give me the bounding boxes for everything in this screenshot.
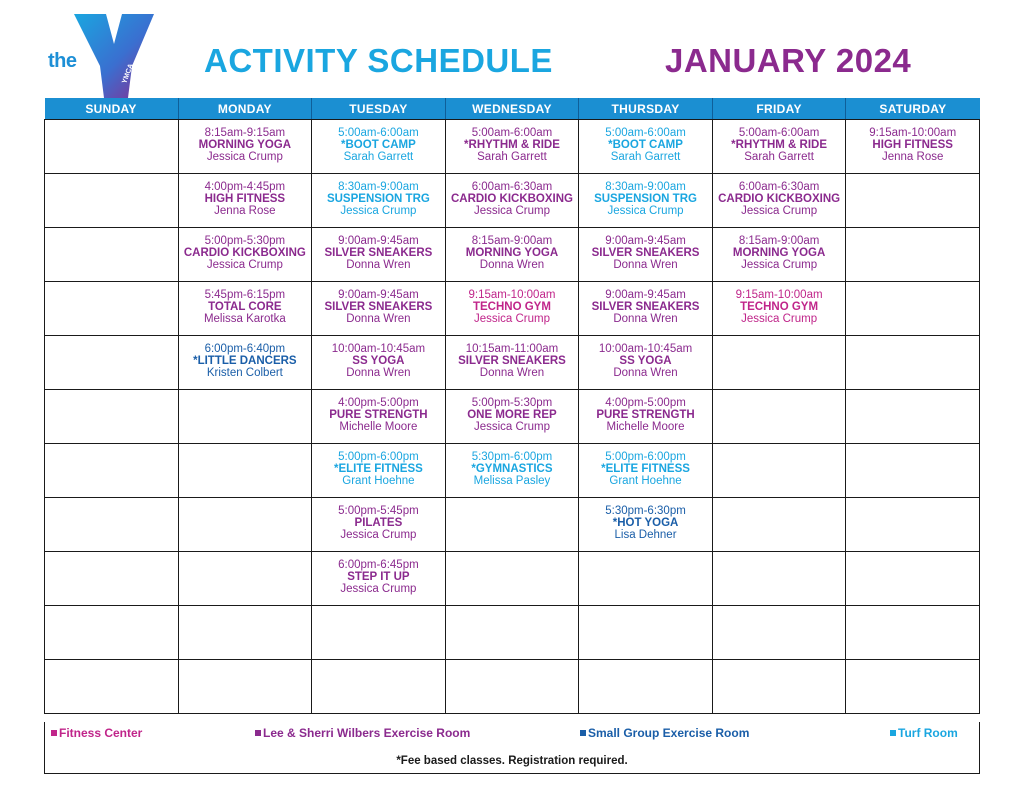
class-time: 5:30pm-6:30pm bbox=[605, 505, 686, 517]
class-name: HIGH FITNESS bbox=[872, 139, 953, 151]
schedule-cell bbox=[445, 228, 579, 282]
class-time: 8:15am-9:00am bbox=[738, 235, 820, 247]
schedule-cell bbox=[45, 174, 179, 228]
class-time: 5:00am-6:00am bbox=[605, 127, 686, 139]
legend-label: Fitness Center bbox=[59, 726, 143, 740]
schedule-table bbox=[44, 98, 980, 714]
class-time: 9:00am-9:45am bbox=[605, 289, 686, 301]
class-entry bbox=[579, 498, 712, 541]
schedule-cell bbox=[45, 390, 179, 444]
class-name: STEP IT UP bbox=[347, 571, 410, 583]
schedule-cell bbox=[45, 228, 179, 282]
class-entry bbox=[713, 174, 846, 217]
class-entry bbox=[179, 336, 312, 379]
day-header: TUESDAY bbox=[312, 98, 446, 120]
class-entry bbox=[579, 336, 712, 379]
schedule-cell bbox=[445, 390, 579, 444]
class-entry bbox=[579, 282, 712, 325]
class-time: 8:30am-9:00am bbox=[338, 181, 419, 193]
class-time: 9:00am-9:45am bbox=[338, 235, 419, 247]
class-time: 9:15am-10:00am bbox=[869, 127, 957, 139]
class-instructor: Donna Wren bbox=[346, 259, 411, 271]
schedule-cell bbox=[846, 282, 980, 336]
class-name: HIGH FITNESS bbox=[204, 193, 286, 205]
schedule-cell bbox=[712, 228, 846, 282]
schedule-cell bbox=[45, 282, 179, 336]
schedule-cell bbox=[579, 606, 713, 660]
schedule-cell bbox=[178, 498, 312, 552]
class-instructor: Donna Wren bbox=[479, 367, 545, 379]
class-entry bbox=[579, 174, 712, 217]
class-instructor: Jessica Crump bbox=[473, 421, 550, 433]
schedule-cell bbox=[846, 336, 980, 390]
day-header: FRIDAY bbox=[712, 98, 846, 120]
class-time: 10:15am-11:00am bbox=[465, 343, 559, 355]
class-time: 9:00am-9:45am bbox=[605, 235, 686, 247]
schedule-cell bbox=[178, 120, 312, 174]
class-time: 5:00pm-5:30pm bbox=[204, 235, 286, 247]
schedule-cell bbox=[312, 282, 446, 336]
logo-text: the bbox=[48, 50, 77, 72]
legend-label: Small Group Exercise Room bbox=[588, 726, 750, 740]
class-time: 6:00pm-6:45pm bbox=[338, 559, 419, 571]
schedule-cell bbox=[579, 660, 713, 714]
schedule-cell bbox=[445, 120, 579, 174]
schedule-cell bbox=[45, 444, 179, 498]
schedule-cell bbox=[712, 174, 846, 228]
class-name: *LITTLE DANCERS bbox=[193, 355, 297, 367]
schedule-cell bbox=[579, 228, 713, 282]
class-name: SUSPENSION TRG bbox=[326, 193, 430, 205]
class-entry bbox=[179, 282, 312, 325]
schedule-cell bbox=[579, 282, 713, 336]
class-entry bbox=[312, 498, 445, 541]
schedule-cell bbox=[178, 606, 312, 660]
class-name: TECHNO GYM bbox=[472, 301, 551, 313]
class-name: SILVER SNEAKERS bbox=[591, 247, 700, 259]
class-entry bbox=[312, 120, 445, 163]
class-time: 5:30pm-6:00pm bbox=[471, 451, 553, 463]
class-entry bbox=[579, 228, 712, 271]
schedule-row bbox=[45, 444, 980, 498]
class-entry bbox=[179, 228, 312, 271]
class-name: ONE MORE REP bbox=[467, 409, 557, 421]
schedule-cell bbox=[445, 660, 579, 714]
schedule-cell bbox=[579, 552, 713, 606]
class-time: 8:15am-9:15am bbox=[204, 127, 286, 139]
class-name: SILVER SNEAKERS bbox=[458, 355, 566, 367]
schedule-row bbox=[45, 390, 980, 444]
schedule-cell bbox=[312, 606, 446, 660]
legend-label: Turf Room bbox=[898, 726, 958, 740]
square-icon bbox=[51, 730, 57, 736]
class-instructor: Donna Wren bbox=[479, 259, 545, 271]
class-name: TOTAL CORE bbox=[208, 301, 282, 313]
class-name: CARDIO KICKBOXING bbox=[183, 247, 306, 259]
class-entry bbox=[579, 390, 712, 433]
schedule-cell bbox=[445, 606, 579, 660]
class-entry bbox=[446, 336, 579, 379]
schedule-cell bbox=[312, 120, 446, 174]
class-name: SS YOGA bbox=[619, 355, 672, 367]
schedule-cell bbox=[178, 228, 312, 282]
class-entry bbox=[846, 120, 979, 163]
class-instructor: Jessica Crump bbox=[741, 205, 818, 217]
class-entry bbox=[179, 120, 312, 163]
schedule-cell bbox=[312, 228, 446, 282]
class-time: 10:00am-10:45am bbox=[598, 343, 693, 355]
schedule-cell bbox=[712, 390, 846, 444]
class-entry bbox=[446, 390, 579, 433]
legend-small-group bbox=[580, 726, 749, 740]
schedule-cell bbox=[312, 336, 446, 390]
class-name: *HOT YOGA bbox=[612, 517, 679, 529]
schedule-cell bbox=[178, 390, 312, 444]
class-time: 5:00am-6:00am bbox=[738, 127, 820, 139]
schedule-cell bbox=[312, 660, 446, 714]
class-instructor: Michelle Moore bbox=[606, 421, 685, 433]
class-entry bbox=[713, 282, 846, 325]
schedule-cell bbox=[445, 174, 579, 228]
schedule-cell bbox=[579, 174, 713, 228]
class-entry bbox=[446, 174, 579, 217]
class-time: 5:00pm-5:30pm bbox=[471, 397, 553, 409]
class-entry bbox=[312, 552, 445, 595]
schedule-cell bbox=[712, 552, 846, 606]
legend-turf-room bbox=[890, 726, 958, 740]
class-entry bbox=[713, 228, 846, 271]
class-entry bbox=[446, 444, 579, 487]
class-time: 8:30am-9:00am bbox=[605, 181, 686, 193]
class-instructor: Michelle Moore bbox=[339, 421, 418, 433]
schedule-cell bbox=[712, 660, 846, 714]
schedule-row bbox=[45, 660, 980, 714]
class-name: MORNING YOGA bbox=[198, 139, 292, 151]
class-time: 10:00am-10:45am bbox=[331, 343, 426, 355]
class-instructor: Jessica Crump bbox=[206, 151, 283, 163]
class-name: SS YOGA bbox=[352, 355, 405, 367]
schedule-row bbox=[45, 174, 980, 228]
month-title: JANUARY 2024 bbox=[665, 42, 912, 79]
schedule-body bbox=[45, 120, 980, 714]
ymca-y-logo-icon bbox=[74, 14, 154, 98]
class-time: 5:00pm-5:45pm bbox=[338, 505, 419, 517]
schedule-cell bbox=[846, 228, 980, 282]
class-time: 5:00am-6:00am bbox=[471, 127, 553, 139]
schedule-cell bbox=[178, 444, 312, 498]
class-entry bbox=[579, 120, 712, 163]
class-time: 5:45pm-6:15pm bbox=[204, 289, 286, 301]
schedule-cell bbox=[178, 282, 312, 336]
class-time: 9:15am-10:00am bbox=[468, 289, 556, 301]
schedule-cell bbox=[45, 606, 179, 660]
class-instructor: Jessica Crump bbox=[340, 529, 417, 541]
day-header: SATURDAY bbox=[846, 98, 980, 120]
class-entry bbox=[446, 282, 579, 325]
class-time: 9:15am-10:00am bbox=[735, 289, 823, 301]
class-time: 4:00pm-4:45pm bbox=[204, 181, 286, 193]
class-entry bbox=[713, 120, 846, 163]
schedule-cell bbox=[445, 444, 579, 498]
schedule-cell bbox=[312, 174, 446, 228]
class-entry bbox=[312, 444, 445, 487]
class-name: *GYMNASTICS bbox=[471, 463, 553, 475]
schedule-cell bbox=[312, 498, 446, 552]
class-time: 6:00am-6:30am bbox=[471, 181, 553, 193]
schedule-row bbox=[45, 120, 980, 174]
schedule-cell bbox=[712, 282, 846, 336]
class-name: SILVER SNEAKERS bbox=[591, 301, 700, 313]
class-name: CARDIO KICKBOXING bbox=[450, 193, 573, 205]
schedule-row bbox=[45, 282, 980, 336]
schedule-cell bbox=[178, 174, 312, 228]
schedule-cell bbox=[45, 498, 179, 552]
square-icon bbox=[255, 730, 261, 736]
fee-note: *Fee based classes. Registration required. bbox=[396, 755, 628, 767]
class-name: MORNING YOGA bbox=[465, 247, 559, 259]
class-time: 9:00am-9:45am bbox=[338, 289, 419, 301]
schedule-cell bbox=[445, 498, 579, 552]
class-instructor: Jenna Rose bbox=[214, 205, 276, 217]
logo-subtext: YMCA bbox=[121, 62, 135, 85]
schedule-cell bbox=[712, 498, 846, 552]
legend-label: Lee & Sherri Wilbers Exercise Room bbox=[263, 726, 471, 740]
class-instructor: Sarah Garrett bbox=[744, 151, 814, 163]
schedule-cell bbox=[45, 336, 179, 390]
class-name: *ELITE FITNESS bbox=[333, 463, 423, 475]
day-header-row bbox=[45, 98, 980, 120]
class-instructor: Sarah Garrett bbox=[343, 151, 414, 163]
class-time: 4:00pm-5:00pm bbox=[605, 397, 686, 409]
schedule-cell bbox=[312, 390, 446, 444]
schedule-cell bbox=[45, 660, 179, 714]
class-instructor: Jessica Crump bbox=[340, 583, 417, 595]
schedule-cell bbox=[312, 552, 446, 606]
schedule-cell bbox=[712, 336, 846, 390]
class-name: *ELITE FITNESS bbox=[601, 463, 690, 475]
class-instructor: Melissa Karotka bbox=[203, 313, 286, 325]
class-time: 8:15am-9:00am bbox=[471, 235, 553, 247]
class-entry bbox=[312, 282, 445, 325]
class-instructor: Lisa Dehner bbox=[614, 529, 677, 541]
schedule-cell bbox=[846, 444, 980, 498]
class-instructor: Donna Wren bbox=[613, 313, 678, 325]
schedule-row bbox=[45, 336, 980, 390]
schedule-row bbox=[45, 606, 980, 660]
class-time: 5:00am-6:00am bbox=[338, 127, 419, 139]
day-header: WEDNESDAY bbox=[445, 98, 579, 120]
class-time: 6:00pm-6:40pm bbox=[204, 343, 286, 355]
class-instructor: Donna Wren bbox=[613, 259, 678, 271]
schedule-cell bbox=[312, 444, 446, 498]
class-name: *RHYTHM & RIDE bbox=[731, 139, 828, 151]
square-icon bbox=[890, 730, 896, 736]
class-name: *RHYTHM & RIDE bbox=[464, 139, 560, 151]
class-name: CARDIO KICKBOXING bbox=[718, 193, 841, 205]
schedule-cell bbox=[846, 498, 980, 552]
legend-fitness-center bbox=[51, 726, 142, 740]
schedule-cell bbox=[846, 174, 980, 228]
schedule-cell bbox=[445, 552, 579, 606]
schedule-cell bbox=[45, 120, 179, 174]
class-instructor: Jenna Rose bbox=[882, 151, 944, 163]
class-name: PURE STRENGTH bbox=[329, 409, 428, 421]
ymca-logo bbox=[44, 14, 154, 98]
schedule-cell bbox=[846, 552, 980, 606]
legend-exercise-room bbox=[255, 726, 470, 740]
square-icon bbox=[580, 730, 586, 736]
class-instructor: Jessica Crump bbox=[741, 259, 818, 271]
class-instructor: Melissa Pasley bbox=[473, 475, 551, 487]
class-instructor: Jessica Crump bbox=[741, 313, 818, 325]
class-instructor: Sarah Garrett bbox=[610, 151, 681, 163]
schedule-cell bbox=[178, 552, 312, 606]
class-time: 4:00pm-5:00pm bbox=[338, 397, 419, 409]
schedule-cell bbox=[178, 336, 312, 390]
schedule-cell bbox=[579, 390, 713, 444]
day-header: THURSDAY bbox=[579, 98, 713, 120]
class-name: SILVER SNEAKERS bbox=[324, 301, 433, 313]
class-instructor: Donna Wren bbox=[613, 367, 678, 379]
schedule-cell bbox=[445, 336, 579, 390]
legend bbox=[44, 722, 980, 774]
schedule-row bbox=[45, 498, 980, 552]
class-name: MORNING YOGA bbox=[732, 247, 826, 259]
schedule-row bbox=[45, 228, 980, 282]
schedule-cell bbox=[579, 336, 713, 390]
class-name: *BOOT CAMP bbox=[608, 139, 683, 151]
schedule-cell bbox=[846, 606, 980, 660]
schedule-cell bbox=[846, 660, 980, 714]
page-title: ACTIVITY SCHEDULE bbox=[204, 42, 553, 79]
class-instructor: Jessica Crump bbox=[206, 259, 283, 271]
class-time: 5:00pm-6:00pm bbox=[605, 451, 686, 463]
class-time: 5:00pm-6:00pm bbox=[338, 451, 419, 463]
class-name: SILVER SNEAKERS bbox=[324, 247, 433, 259]
class-entry bbox=[312, 174, 445, 217]
day-header: MONDAY bbox=[178, 98, 312, 120]
schedule-cell bbox=[579, 120, 713, 174]
class-name: TECHNO GYM bbox=[740, 301, 819, 313]
class-instructor: Donna Wren bbox=[346, 313, 411, 325]
schedule-cell bbox=[579, 444, 713, 498]
class-entry bbox=[446, 120, 579, 163]
schedule-cell bbox=[445, 282, 579, 336]
class-entry bbox=[579, 444, 712, 487]
class-instructor: Jessica Crump bbox=[473, 205, 550, 217]
class-instructor: Kristen Colbert bbox=[206, 367, 283, 379]
schedule-cell bbox=[712, 606, 846, 660]
class-instructor: Jessica Crump bbox=[607, 205, 684, 217]
schedule-cell bbox=[579, 498, 713, 552]
class-name: PURE STRENGTH bbox=[596, 409, 695, 421]
class-instructor: Grant Hoehne bbox=[609, 475, 682, 487]
class-instructor: Jessica Crump bbox=[473, 313, 550, 325]
class-entry bbox=[179, 174, 312, 217]
class-instructor: Jessica Crump bbox=[340, 205, 417, 217]
schedule-cell bbox=[712, 444, 846, 498]
class-instructor: Grant Hoehne bbox=[342, 475, 415, 487]
schedule-cell bbox=[712, 120, 846, 174]
class-entry bbox=[312, 228, 445, 271]
class-time: 6:00am-6:30am bbox=[738, 181, 820, 193]
class-name: SUSPENSION TRG bbox=[594, 193, 697, 205]
schedule-row bbox=[45, 552, 980, 606]
class-instructor: Donna Wren bbox=[346, 367, 411, 379]
class-entry bbox=[446, 228, 579, 271]
day-header: SUNDAY bbox=[45, 98, 179, 120]
schedule-cell bbox=[178, 660, 312, 714]
class-entry bbox=[312, 390, 445, 433]
class-name: PILATES bbox=[354, 517, 403, 529]
schedule-cell bbox=[846, 390, 980, 444]
class-entry bbox=[312, 336, 445, 379]
schedule-cell bbox=[45, 552, 179, 606]
schedule-cell bbox=[846, 120, 980, 174]
class-name: *BOOT CAMP bbox=[341, 139, 416, 151]
class-instructor: Sarah Garrett bbox=[477, 151, 547, 163]
